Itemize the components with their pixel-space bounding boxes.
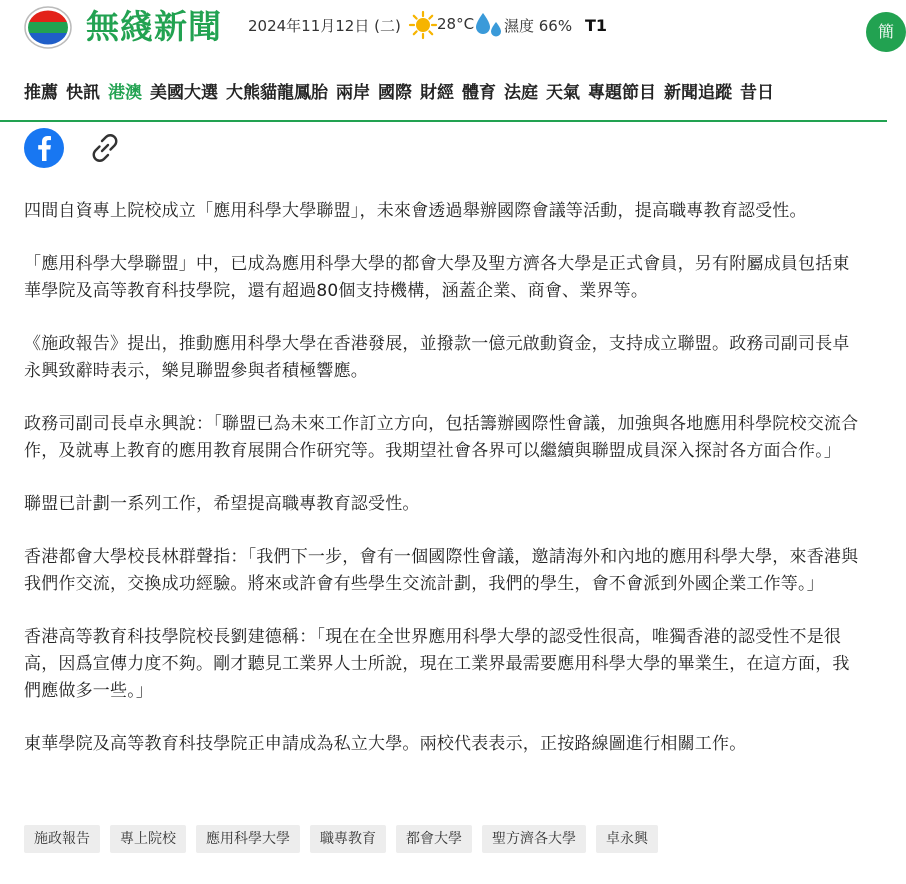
article-paragraph: 政務司副司長卓永興說：「聯盟已為未來工作訂立方向，包括籌辦國際性會議，加強與各地應用科學院校交流合作，及就專上教育的應用教育展開合作研究等。我期望社會各界可以繼續與聯盟成員深入探討各方面合作。」 bbox=[24, 414, 859, 461]
tag-list bbox=[24, 825, 668, 853]
article-paragraph: 聯盟已計劃一系列工作，希望提高職專教育認受性。 bbox=[24, 494, 420, 514]
language-switch-button[interactable]: 簡 bbox=[866, 12, 906, 52]
topic-tag[interactable]: 應用科學大學 bbox=[196, 825, 300, 853]
nav-item[interactable]: 快訊 bbox=[66, 83, 100, 103]
nav-item[interactable]: 國際 bbox=[378, 83, 412, 103]
nav-item[interactable]: 美國大選 bbox=[150, 83, 218, 103]
nav-item[interactable]: 大熊貓龍鳳胎 bbox=[226, 83, 328, 103]
nav-item[interactable]: 財經 bbox=[420, 83, 454, 103]
typhoon-signal-badge: T1 bbox=[585, 16, 608, 35]
article-paragraph: 《施政報告》提出，推動應用科學大學在香港發展，並撥款一億元啟動資金，支持成立聯盟。政務司副司長卓永興致辭時表示，樂見聯盟參與者積極響應。 bbox=[24, 334, 850, 381]
article-paragraph: 東華學院及高等教育科技學院正申請成為私立大學。兩校代表表示，正按路線圖進行相關工作。 bbox=[24, 734, 747, 754]
nav-item[interactable]: 推薦 bbox=[24, 83, 58, 103]
article-paragraph: 香港高等教育科技學院校長劉建德稱：「現在在全世界應用科學大學的認受性很高，唯獨香港的認受性不是很高，因爲宣傳力度不夠。剛才聽見工業界人士所說，現在工業界最需要應用科學大學的畢業生，在這方面，我們應做多一些。」 bbox=[24, 627, 850, 701]
tvb-logo-icon[interactable] bbox=[24, 6, 72, 49]
topic-tag[interactable]: 卓永興 bbox=[596, 825, 658, 853]
nav-item[interactable]: 昔日 bbox=[740, 83, 774, 103]
nav-item[interactable]: 專題節目 bbox=[588, 83, 656, 103]
humidity-reading: 濕度 66% bbox=[504, 17, 573, 35]
nav-item[interactable]: 兩岸 bbox=[336, 83, 370, 103]
article-paragraph: 「應用科學大學聯盟」中，已成為應用科學大學的都會大學及聖方濟各大學是正式會員，另有附屬成員包括東華學院及高等教育科技學院，還有超過80個支持機構，涵蓋企業、商會、業界等。 bbox=[24, 254, 850, 301]
topic-tag[interactable]: 職專教育 bbox=[310, 825, 386, 853]
sunny-icon bbox=[408, 10, 438, 40]
nav-item[interactable]: 天氣 bbox=[546, 83, 580, 103]
brand-name[interactable]: 無綫新聞 bbox=[86, 7, 222, 46]
temperature: 28°C bbox=[437, 15, 475, 33]
nav-item[interactable]: 體育 bbox=[462, 83, 496, 103]
nav-item[interactable]: 港澳 bbox=[108, 83, 142, 103]
current-date: 2024年11月12日 (二) bbox=[248, 17, 401, 35]
category-nav bbox=[24, 80, 782, 106]
article-paragraph: 四間自資專上院校成立「應用科學大學聯盟」，未來會透過舉辦國際會議等活動，提高職專教育認受性。 bbox=[24, 201, 807, 221]
article-body bbox=[24, 198, 864, 784]
article-paragraph: 香港都會大學校長林群聲指：「我們下一步，會有一個國際性會議，邀請海外和內地的應用科學大學，來香港與我們作交流，交換成功經驗。將來或許會有些學生交流計劃，我們的學生，會不會派到外國企業工作等。」 bbox=[24, 547, 859, 594]
topic-tag[interactable]: 聖方濟各大學 bbox=[482, 825, 586, 853]
link-icon[interactable] bbox=[86, 129, 124, 167]
nav-divider bbox=[0, 120, 887, 122]
topic-tag[interactable]: 專上院校 bbox=[110, 825, 186, 853]
nav-item[interactable]: 新聞追蹤 bbox=[664, 83, 732, 103]
site-header bbox=[0, 0, 895, 60]
facebook-icon[interactable] bbox=[24, 128, 64, 168]
nav-item[interactable]: 法庭 bbox=[504, 83, 538, 103]
topic-tag[interactable]: 施政報告 bbox=[24, 825, 100, 853]
topic-tag[interactable]: 都會大學 bbox=[396, 825, 472, 853]
humidity-icon bbox=[474, 10, 504, 40]
